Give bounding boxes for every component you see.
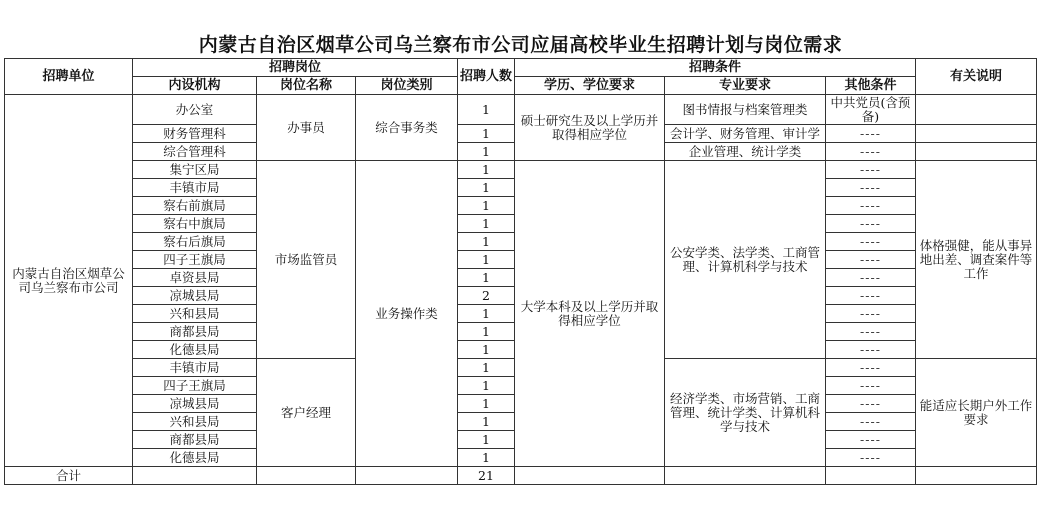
notes-cell: 体格强健，能从事异地出差、调查案件等工作 xyxy=(916,161,1037,359)
header-conditions-group: 招聘条件 xyxy=(515,59,916,77)
header-job-name: 岗位名称 xyxy=(257,77,356,95)
dept-cell: 化德县局 xyxy=(133,449,257,467)
dept-cell: 兴和县局 xyxy=(133,305,257,323)
count-cell: 1 xyxy=(458,449,515,467)
dept-cell: 丰镇市局 xyxy=(133,359,257,377)
empty-cell xyxy=(515,467,665,485)
table-row xyxy=(5,95,1037,125)
header-other: 其他条件 xyxy=(826,77,916,95)
header-job-type: 岗位类别 xyxy=(356,77,458,95)
header-position-group: 招聘岗位 xyxy=(133,59,458,77)
dept-cell: 兴和县局 xyxy=(133,413,257,431)
other-cell: 中共党员(含预备) xyxy=(826,95,916,125)
dept-cell: 综合管理科 xyxy=(133,143,257,161)
job-name-cell: 市场监管员 xyxy=(257,161,356,359)
other-cell: ---- xyxy=(826,413,916,431)
empty-cell xyxy=(257,467,356,485)
dept-cell: 四子王旗局 xyxy=(133,251,257,269)
dept-cell: 财务管理科 xyxy=(133,125,257,143)
dept-cell: 集宁区局 xyxy=(133,161,257,179)
count-cell: 1 xyxy=(458,251,515,269)
notes-cell: 能适应长期户外工作要求 xyxy=(916,359,1037,467)
other-cell: ---- xyxy=(826,305,916,323)
job-type-cell: 业务操作类 xyxy=(356,161,458,467)
header-row-2 xyxy=(5,77,1037,95)
major-cell: 公安学类、法学类、工商管理、计算机科学与技术 xyxy=(665,161,826,359)
table-row xyxy=(5,161,1037,179)
total-label: 合计 xyxy=(5,467,133,485)
page-title: 内蒙古自治区烟草公司乌兰察布市公司应届高校毕业生招聘计划与岗位需求 xyxy=(198,34,843,56)
count-cell: 1 xyxy=(458,341,515,359)
header-major: 专业要求 xyxy=(665,77,826,95)
empty-cell xyxy=(826,467,916,485)
count-cell: 1 xyxy=(458,377,515,395)
count-cell: 1 xyxy=(458,161,515,179)
count-cell: 1 xyxy=(458,359,515,377)
total-row xyxy=(5,467,1037,485)
count-cell: 1 xyxy=(458,323,515,341)
count-cell: 1 xyxy=(458,179,515,197)
major-cell: 经济学类、市场营销、工商管理、统计学类、计算机科学与技术 xyxy=(665,359,826,467)
empty-cell xyxy=(133,467,257,485)
dept-cell: 凉城县局 xyxy=(133,395,257,413)
other-cell: ---- xyxy=(826,449,916,467)
other-cell: ---- xyxy=(826,215,916,233)
notes-cell xyxy=(916,143,1037,161)
education-cell: 大学本科及以上学历并取得相应学位 xyxy=(515,161,665,467)
count-cell: 1 xyxy=(458,413,515,431)
other-cell: ---- xyxy=(826,431,916,449)
count-cell: 2 xyxy=(458,287,515,305)
other-cell: ---- xyxy=(826,125,916,143)
dept-cell: 商都县局 xyxy=(133,431,257,449)
other-cell: ---- xyxy=(826,359,916,377)
empty-cell xyxy=(916,467,1037,485)
other-cell: ---- xyxy=(826,395,916,413)
job-type-cell: 综合事务类 xyxy=(356,95,458,161)
dept-cell: 四子王旗局 xyxy=(133,377,257,395)
total-count: 21 xyxy=(458,467,515,485)
major-cell: 企业管理、统计学类 xyxy=(665,143,826,161)
header-unit: 招聘单位 xyxy=(5,59,133,95)
other-cell: ---- xyxy=(826,341,916,359)
other-cell: ---- xyxy=(826,143,916,161)
dept-cell: 察右中旗局 xyxy=(133,215,257,233)
count-cell: 1 xyxy=(458,215,515,233)
count-cell: 1 xyxy=(458,395,515,413)
dept-cell: 察右后旗局 xyxy=(133,233,257,251)
education-cell: 硕士研究生及以上学历并取得相应学位 xyxy=(515,95,665,161)
other-cell: ---- xyxy=(826,161,916,179)
dept-cell: 丰镇市局 xyxy=(133,179,257,197)
major-cell: 图书情报与档案管理类 xyxy=(665,95,826,125)
dept-cell: 察右前旗局 xyxy=(133,197,257,215)
count-cell: 1 xyxy=(458,431,515,449)
job-name-cell: 客户经理 xyxy=(257,359,356,467)
major-cell: 会计学、财务管理、审计学 xyxy=(665,125,826,143)
dept-cell: 化德县局 xyxy=(133,341,257,359)
dept-cell: 卓资县局 xyxy=(133,269,257,287)
header-dept: 内设机构 xyxy=(133,77,257,95)
count-cell: 1 xyxy=(458,95,515,125)
notes-cell xyxy=(916,95,1037,125)
count-cell: 1 xyxy=(458,269,515,287)
count-cell: 1 xyxy=(458,143,515,161)
other-cell: ---- xyxy=(826,377,916,395)
count-cell: 1 xyxy=(458,305,515,323)
dept-cell: 凉城县局 xyxy=(133,287,257,305)
notes-cell xyxy=(916,125,1037,143)
count-cell: 1 xyxy=(458,233,515,251)
header-education: 学历、学位要求 xyxy=(515,77,665,95)
count-cell: 1 xyxy=(458,197,515,215)
count-cell: 1 xyxy=(458,125,515,143)
other-cell: ---- xyxy=(826,287,916,305)
other-cell: ---- xyxy=(826,233,916,251)
empty-cell xyxy=(665,467,826,485)
empty-cell xyxy=(356,467,458,485)
header-notes: 有关说明 xyxy=(916,59,1037,95)
dept-cell: 商都县局 xyxy=(133,323,257,341)
header-count: 招聘人数 xyxy=(458,59,515,95)
other-cell: ---- xyxy=(826,197,916,215)
other-cell: ---- xyxy=(826,179,916,197)
dept-cell: 办公室 xyxy=(133,95,257,125)
job-name-cell: 办事员 xyxy=(257,95,356,161)
other-cell: ---- xyxy=(826,323,916,341)
recruitment-table xyxy=(4,58,1037,485)
other-cell: ---- xyxy=(826,251,916,269)
header-row-1 xyxy=(5,59,1037,77)
other-cell: ---- xyxy=(826,269,916,287)
unit-name-cell: 内蒙古自治区烟草公司乌兰察布市公司 xyxy=(5,95,133,467)
